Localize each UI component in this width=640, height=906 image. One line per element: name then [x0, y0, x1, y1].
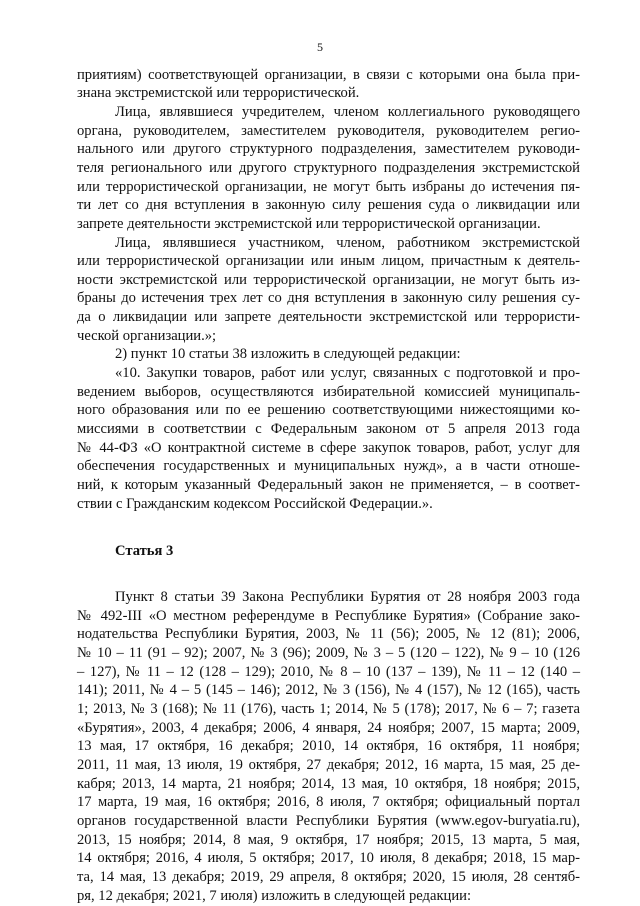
text-line: ний, к которым указанный Федеральный закон не применяется, – в соответ- [77, 477, 580, 493]
text-line: № 492-III «О местном референдуме в Республике Бурятия» (Собрание зако- [77, 607, 580, 624]
text-line: кабря; 2013, 14 марта, 21 ноября; 2014, 13 мая, 10 октября, 18 ноября; 2015, [77, 775, 580, 792]
text-line: ного образования или по ее решению соответствующими нижестоящими ко- [77, 402, 580, 419]
text-line: № 44-ФЗ «О контрактной системе в сфере закупок товаров, работ, услуг для [77, 439, 580, 456]
text-line: 2013, 15 ноября; 2014, 8 мая, 9 октября, 17 ноября; 2015, 13 марта, 5 мая, [77, 831, 580, 848]
text-line: 2011, 11 мая, 13 июля, 19 октября, 27 декабря; 2012, 16 марта, 15 мая, 25 де- [77, 756, 580, 773]
text-line: та, 14 мая, 13 декабря; 2019, 29 апреля, 8 октября; 2020, 15 июля, 28 сентяб- [77, 868, 580, 885]
text-line: органа, руководителем, заместителем руководителя, руководителем регио- [77, 122, 580, 139]
text-line: Пункт 8 статьи 39 Закона Республики Бурятия от 28 ноября 2003 года [115, 589, 580, 605]
text-line: 141); 2011, № 4 – 5 (145 – 146); 2012, № 3 (156), № 4 (157), № 12 (165), часть [77, 682, 580, 699]
text-line: миссиями в соответствии с Федеральным законом от 5 апреля 2013 года [77, 421, 580, 437]
text-line: ти лет со дня вступления в законную силу решения суда о ликвидации или [77, 197, 580, 214]
text-line: нального или другого структурного подразделения, заместителем руководи- [77, 141, 580, 158]
text-line: «10. Закупки товаров, работ или услуг, связанных с подготовкой и про- [115, 365, 580, 382]
text-line: 17 марта, 19 мая, 16 октября; 2016, 8 июля, 7 октября; официальный портал [77, 794, 580, 811]
text-line: теля регионального или другого структурного подразделения экстремистской [77, 159, 580, 176]
text-line: «Бурятия», 2003, 4 декабря; 2006, 4 января, 24 ноября; 2007, 15 марта; 2009, [77, 719, 580, 736]
text-line: нодательства Республики Бурятия, 2003, № 11 (56); 2005, № 12 (81); 2006, [77, 626, 580, 643]
text-line: 1; 2013, № 3 (168); № 11 (176), часть 1; 2014, № 5 (178); 2017, № 6 – 7; газета [77, 700, 580, 717]
text-line: ности экстремистской или террористической организации, не могут быть из- [77, 271, 580, 288]
text-line: 13 мая, 17 октября, 16 декабря; 2010, 14 октября, 16 октября, 11 ноября; [77, 738, 580, 755]
text-line: запрете деятельности экстремистской или террористической организации. [77, 215, 541, 232]
text-line: ря, 12 декабря; 2021, 7 июля) изложить в следующей редакции: [77, 887, 472, 904]
text-line: или террористической организации или иным лицом, причастным к деятель- [77, 253, 580, 270]
text-line: обеспечения государственных и муниципальных нужд», а в части отноше- [77, 458, 580, 475]
text-line: ческой организации.»; [77, 327, 217, 344]
text-line: или террористической организации, не могут быть избраны до истечения пя- [77, 178, 580, 195]
text-line: ствии с Гражданским кодексом Российской Федерации.». [77, 495, 433, 512]
article-heading: Статья 3 [115, 542, 174, 559]
text-line: да о ликвидации или запрете деятельности экстремистской или террористи- [77, 309, 580, 326]
text-line: 2) пункт 10 статьи 38 изложить в следующей редакции: [115, 346, 461, 363]
text-line: – 127), № 11 – 12 (128 – 129); 2010, № 8 – 10 (137 – 139), № 11 – 12 (140 – [77, 663, 580, 680]
text-line: Лица, являвшиеся учредителем, членом коллегиального руководящего [115, 103, 580, 120]
text-line: органов государственной власти Республики Бурятия (www.egov-buryatia.ru), [77, 812, 580, 829]
text-line: 14 октября; 2016, 4 июля, 5 октября; 2017, 10 июля, 8 декабря; 2018, 15 мар- [77, 850, 580, 867]
text-line: ведением выборов, осуществляются избирательной комиссией муниципаль- [77, 383, 580, 400]
text-line: Лица, являвшиеся участником, членом, работником экстремистской [115, 234, 580, 251]
text-line: браны до истечения трех лет со дня вступления в законную силу решения су- [77, 290, 580, 307]
text-line: № 10 – 11 (91 – 92); 2007, № 3 (96); 2009, № 3 – 5 (120 – 122), № 9 – 10 (126 [77, 644, 580, 661]
text-line: приятиям) соответствующей организации, в связи с которыми она была при- [77, 66, 580, 83]
page-number: 5 [317, 40, 323, 54]
text-line: знана экстремистской или террористической. [77, 85, 360, 102]
